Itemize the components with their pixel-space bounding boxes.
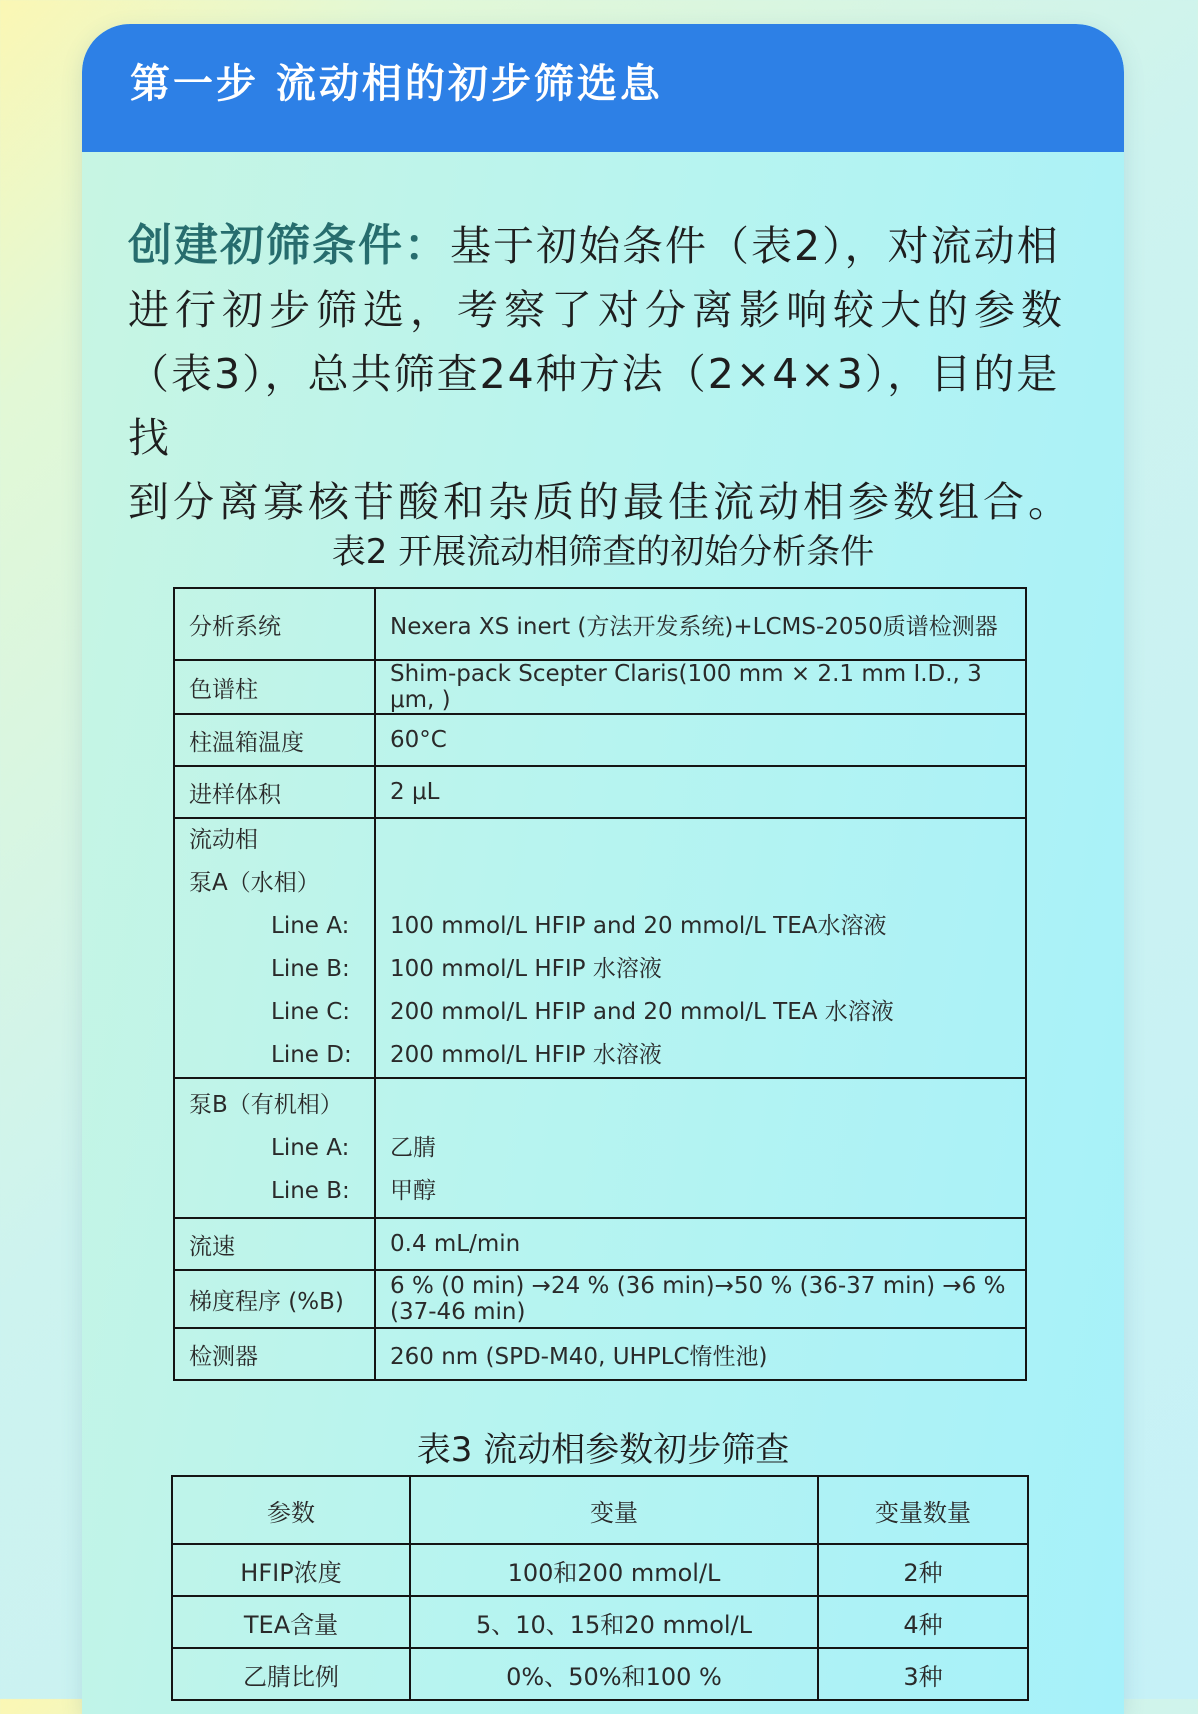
line-name: Line A: xyxy=(271,1134,350,1161)
table-row-pump-b xyxy=(174,1078,1026,1218)
table-row xyxy=(174,1218,1026,1270)
table-row xyxy=(174,1270,1026,1328)
row-label: 柱温箱温度 xyxy=(174,714,375,766)
intro-line: 到分离寡核苷酸和杂质的最佳流动相参数组合。 xyxy=(128,478,1073,526)
table-cell: 2种 xyxy=(818,1544,1028,1596)
row-label: 检测器 xyxy=(174,1328,375,1380)
row-value xyxy=(375,1078,1026,1218)
table-row xyxy=(174,660,1026,714)
line-value: 200 mmol/L HFIP 水溶液 xyxy=(390,1042,662,1068)
intro-line: 基于初始条件（表2），对流动相 xyxy=(450,222,1060,270)
table-row xyxy=(174,714,1026,766)
table-cell: HFIP浓度 xyxy=(172,1544,410,1596)
row-value: 0.4 mL/min xyxy=(375,1218,1026,1270)
line-name: Line B: xyxy=(271,1177,350,1204)
line-name: Line B: xyxy=(271,956,350,982)
line-name: Line A: xyxy=(271,913,350,939)
row-value: 60°C xyxy=(375,714,1026,766)
row-label: 色谱柱 xyxy=(174,660,375,714)
row-value: Shim-pack Scepter Claris(100 mm × 2.1 mm I.D., 3 μm, ) xyxy=(375,660,1026,714)
table-row xyxy=(172,1648,1028,1700)
table-header-row xyxy=(172,1476,1028,1544)
intro-line: （表3），总共筛查24种方法（2×4×3），目的是找 xyxy=(128,350,1060,462)
row-label: 梯度程序 (%B) xyxy=(174,1270,375,1328)
mobile-phase-label: 流动相 xyxy=(189,827,258,853)
pump-b-label: 泵B（有机相） xyxy=(189,1091,343,1118)
table-cell: 5、10、15和20 mmol/L xyxy=(410,1596,818,1648)
gradient-line: 6 % (0 min) →24 % (36 min)→50 % (36-37 min) →6 % xyxy=(390,1273,1006,1299)
row-value: 260 nm (SPD-M40, UHPLC惰性池) xyxy=(375,1328,1026,1380)
column-header: 变量 xyxy=(410,1476,818,1544)
line-value: 甲醇 xyxy=(390,1177,436,1204)
table-cell: 乙腈比例 xyxy=(172,1648,410,1700)
intro-paragraph xyxy=(128,214,1078,534)
table-cell: 4种 xyxy=(818,1596,1028,1648)
table-cell: 3种 xyxy=(818,1648,1028,1700)
analysis-conditions-table xyxy=(173,587,1027,1381)
table-row xyxy=(172,1544,1028,1596)
table-row-mobile-phase xyxy=(174,818,1026,1078)
content-card xyxy=(82,24,1124,1714)
table2-caption: 表2 开展流动相筛查的初始分析条件 xyxy=(331,532,875,572)
row-value: Nexera XS inert (方法开发系统)+LCMS-2050质谱检测器 xyxy=(375,588,1026,660)
row-label xyxy=(174,818,375,1078)
line-value: 乙腈 xyxy=(390,1134,436,1161)
table-cell: 100和200 mmol/L xyxy=(410,1544,818,1596)
line-name: Line C: xyxy=(271,999,351,1025)
row-value xyxy=(375,818,1026,1078)
line-value: 200 mmol/L HFIP and 20 mmol/L TEA 水溶液 xyxy=(390,999,894,1025)
table-row xyxy=(174,766,1026,818)
line-value: 100 mmol/L HFIP 水溶液 xyxy=(390,956,662,982)
table-row xyxy=(174,588,1026,660)
table-cell: TEA含量 xyxy=(172,1596,410,1648)
row-label: 流速 xyxy=(174,1218,375,1270)
column-header: 参数 xyxy=(172,1476,410,1544)
row-label xyxy=(174,1078,375,1218)
step-title: 第一步 流动相的初步筛选息 xyxy=(130,60,663,107)
row-value xyxy=(375,1270,1026,1328)
step-header xyxy=(82,24,1124,152)
table-row xyxy=(174,1328,1026,1380)
column-header: 变量数量 xyxy=(818,1476,1028,1544)
table3-caption: 表3 流动相参数初步筛查 xyxy=(416,1430,790,1470)
parameter-screening-table xyxy=(171,1475,1029,1701)
gradient-line: (37-46 min) xyxy=(390,1299,526,1325)
table-row xyxy=(172,1596,1028,1648)
row-label: 分析系统 xyxy=(174,588,375,660)
intro-line: 进行初步筛选，考察了对分离影响较大的参数 xyxy=(128,286,1068,334)
line-name: Line D: xyxy=(271,1042,352,1068)
table-cell: 0%、50%和100 % xyxy=(410,1648,818,1700)
line-value: 100 mmol/L HFIP and 20 mmol/L TEA水溶液 xyxy=(390,913,887,939)
intro-lead: 创建初筛条件： xyxy=(128,220,450,271)
row-value: 2 μL xyxy=(375,766,1026,818)
pump-a-label: 泵A（水相） xyxy=(189,870,320,896)
row-label: 进样体积 xyxy=(174,766,375,818)
